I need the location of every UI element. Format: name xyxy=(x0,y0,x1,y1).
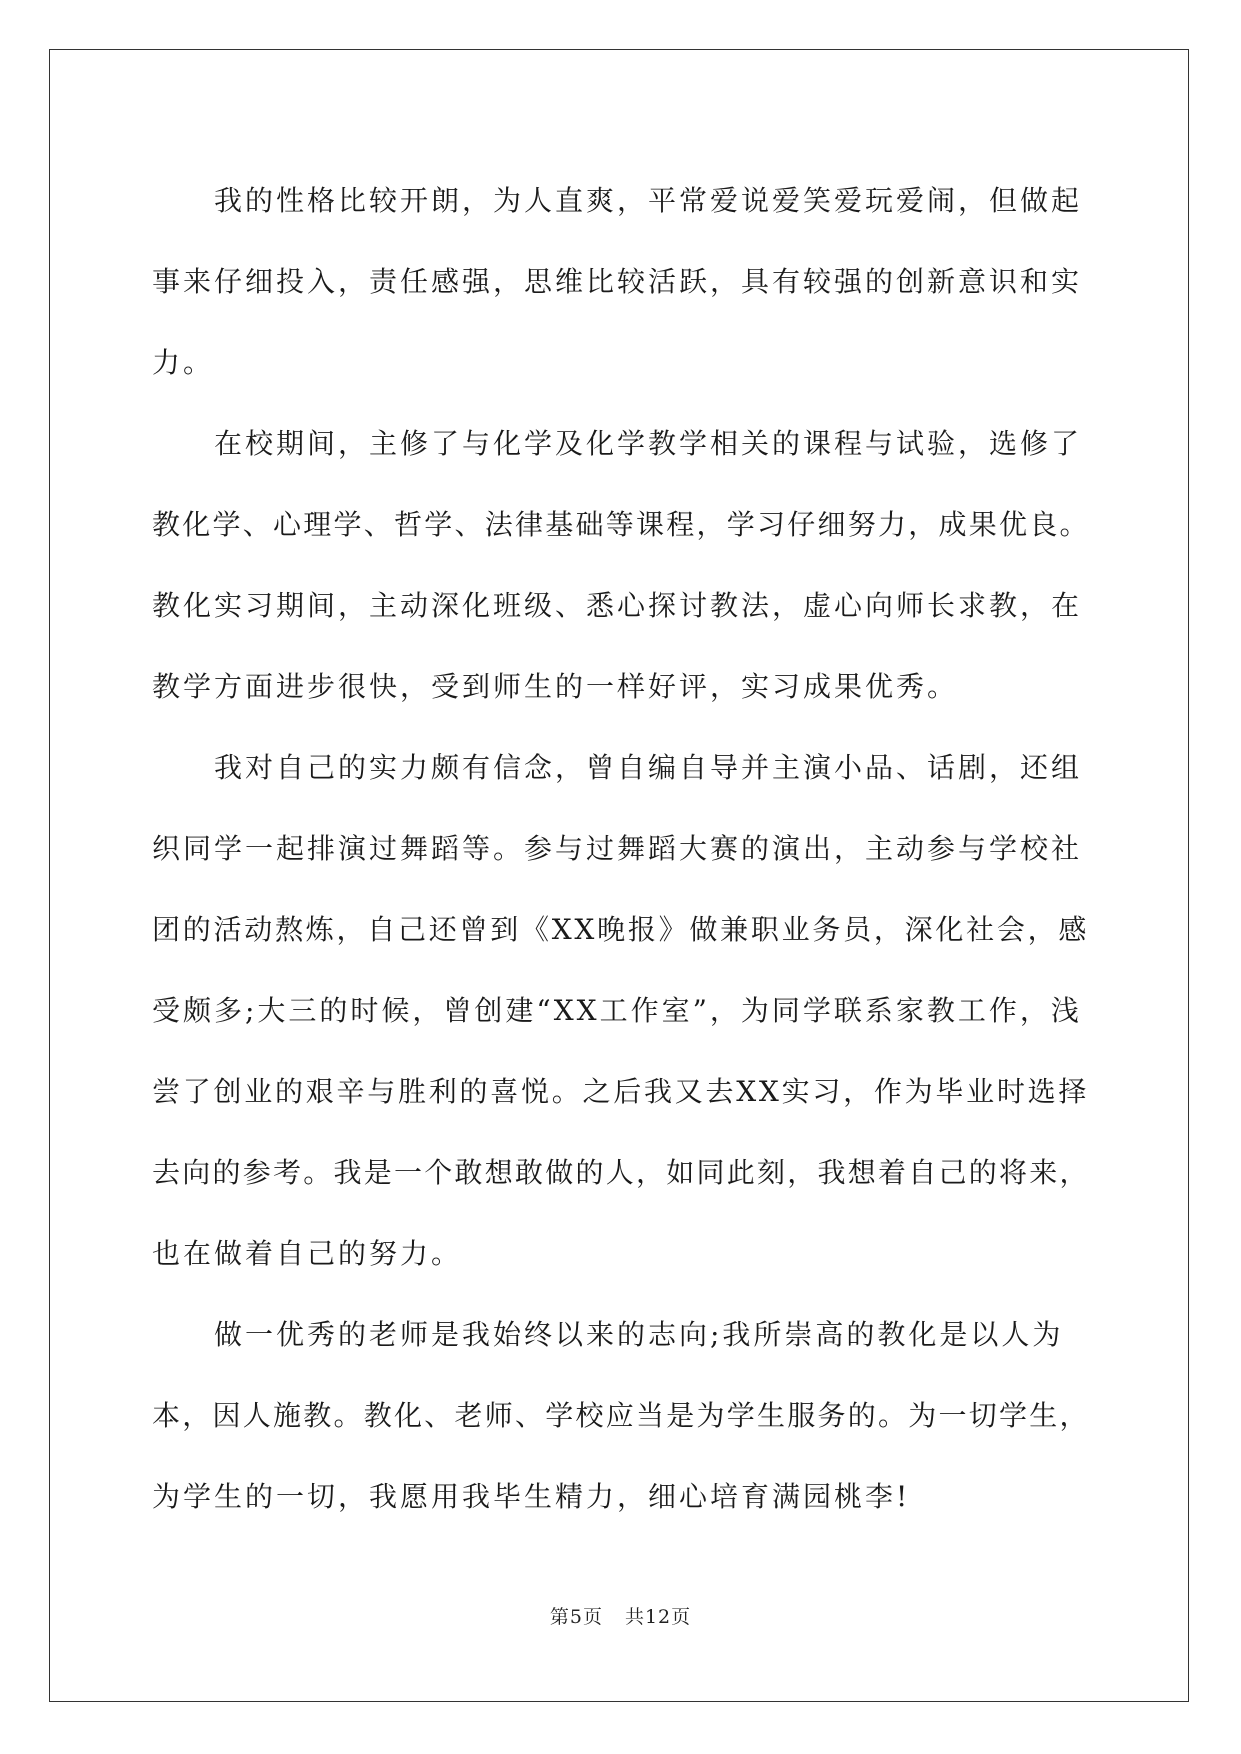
text-line: 教化学、心理学、哲学、法律基础等课程，学习仔细努力，成果优良。 xyxy=(152,508,1090,541)
text-line: 事来仔细投入，责任感强，思维比较活跃，具有较强的创新意识和实 xyxy=(152,265,1083,298)
page-number-current: 第5页 xyxy=(549,1606,603,1628)
paragraph xyxy=(152,727,1092,1294)
paragraph xyxy=(152,1294,1092,1537)
text-line: 也在做着自己的努力。 xyxy=(152,1237,463,1270)
text-line: 受颇多;大三的时候，曾创建“XX工作室”，为同学联系家教工作，浅 xyxy=(152,994,1082,1027)
paragraph xyxy=(152,403,1092,727)
page-number-total: 共12页 xyxy=(624,1606,692,1628)
text-line: 做一优秀的老师是我始终以来的志向;我所崇高的教化是以人为 xyxy=(214,1318,1064,1351)
text-line: 力。 xyxy=(152,346,215,379)
text-line: 在校期间，主修了与化学及化学教学相关的课程与试验，选修了 xyxy=(214,427,1083,460)
page-footer xyxy=(0,1602,1241,1629)
text-line: 为学生的一切，我愿用我毕生精力，细心培育满园桃李! xyxy=(152,1480,911,1513)
text-line: 我对自己的实力颇有信念，曾自编自导并主演小品、话剧，还组 xyxy=(214,751,1083,784)
text-line: 织同学一起排演过舞蹈等。参与过舞蹈大赛的演出，主动参与学校社 xyxy=(152,832,1083,865)
paragraph xyxy=(152,160,1092,403)
text-line: 尝了创业的艰辛与胜利的喜悦。之后我又去XX实习，作为毕业时选择 xyxy=(152,1075,1090,1108)
text-line: 去向的参考。我是一个敢想敢做的人，如同此刻，我想着自己的将来， xyxy=(152,1156,1090,1189)
text-line: 本，因人施教。教化、老师、学校应当是为学生服务的。为一切学生， xyxy=(152,1399,1090,1432)
document-body xyxy=(152,160,1092,1537)
text-line: 教学方面进步很快，受到师生的一样好评，实习成果优秀。 xyxy=(152,670,959,703)
text-line: 我的性格比较开朗，为人直爽，平常爱说爱笑爱玩爱闹，但做起 xyxy=(214,184,1083,217)
text-line: 教化实习期间，主动深化班级、悉心探讨教法，虚心向师长求教，在 xyxy=(152,589,1083,622)
text-line: 团的活动熬炼，自己还曾到《XX晚报》做兼职业务员，深化社会，感 xyxy=(152,913,1090,946)
